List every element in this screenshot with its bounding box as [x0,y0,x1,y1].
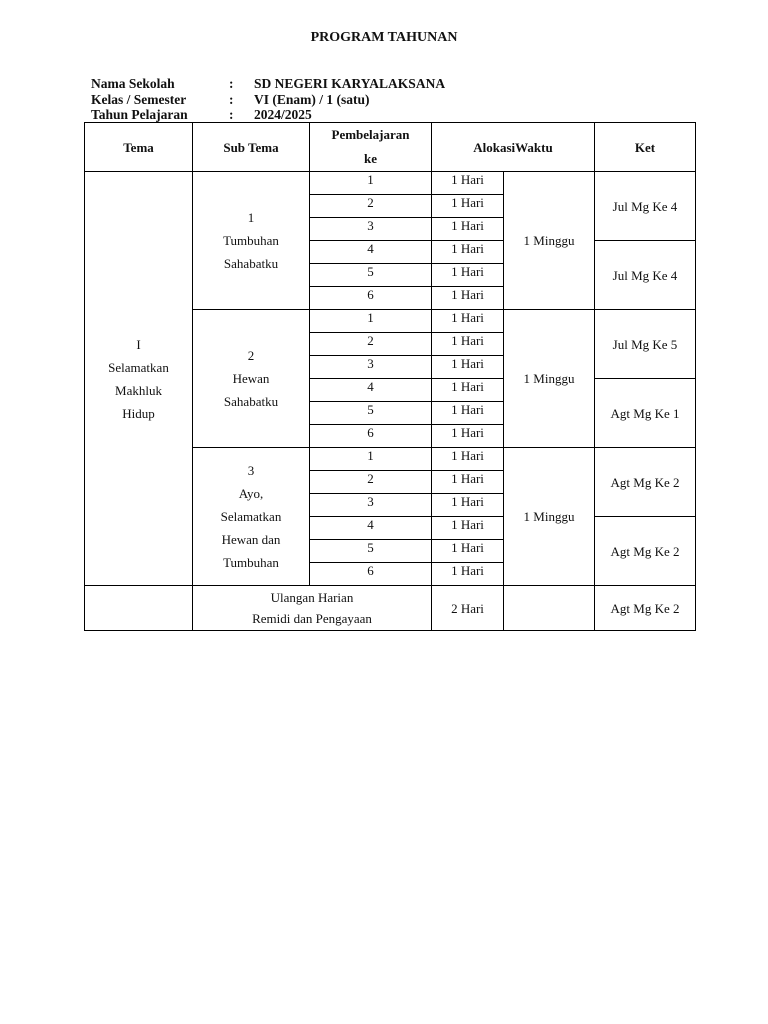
subtema-cell-3 [193,448,310,586]
hari-cell: 1 Hari [432,333,504,356]
header-pembelajaran [310,123,432,172]
hari-cell: 1 Hari [432,241,504,264]
table-footer-row [85,586,696,631]
pembelajaran-number: 3 [310,356,432,379]
hari-cell: 1 Hari [432,494,504,517]
info-label-school: Nama Sekolah [91,76,175,91]
pembelajaran-number: 4 [310,241,432,264]
ket-cell: Jul Mg Ke 4 [595,241,696,310]
ket-cell: Jul Mg Ke 4 [595,172,696,241]
subtema-text-line: Tumbuhan [223,555,279,571]
hari-cell: 1 Hari [432,356,504,379]
subtema-text-line: Hewan dan [221,532,281,548]
header-alokasi-waktu: AlokasiWaktu [432,123,595,172]
pembelajaran-number: 1 [310,172,432,195]
hari-cell: 1 Hari [432,287,504,310]
minggu-cell: 1 Minggu [504,310,595,448]
hari-cell: 1 Hari [432,471,504,494]
info-colon: : [229,76,234,91]
subtema-text-line: Selamatkan [220,509,282,525]
ket-cell: Agt Mg Ke 2 [595,517,696,586]
pembelajaran-number: 5 [310,264,432,287]
pembelajaran-number: 3 [310,218,432,241]
subtema-cell-2 [193,310,310,448]
ket-cell: Agt Mg Ke 1 [595,379,696,448]
pembelajaran-number: 2 [310,333,432,356]
info-label-year: Tahun Pelajaran [91,107,188,122]
tema-text-line: Selamatkan [108,359,169,375]
program-table [84,122,696,631]
footer-ket-cell: Agt Mg Ke 2 [595,586,696,631]
subtema-text-line: Ayo, [238,486,264,502]
pembelajaran-number: 3 [310,494,432,517]
tema-cell [85,172,193,586]
subtema-number: 1 [247,210,255,226]
tema-text-line: Hidup [122,405,155,421]
hari-cell: 1 Hari [432,218,504,241]
hari-cell: 1 Hari [432,517,504,540]
pembelajaran-number: 6 [310,425,432,448]
pembelajaran-number: 6 [310,287,432,310]
hari-cell: 1 Hari [432,172,504,195]
info-label-class: Kelas / Semester [91,92,187,107]
pembelajaran-number: 2 [310,195,432,218]
header-tema: Tema [85,123,193,172]
footer-hari-cell: 2 Hari [432,586,504,631]
pembelajaran-number: 6 [310,563,432,586]
minggu-cell: 1 Minggu [504,172,595,310]
info-colon: : [229,107,234,122]
table-header-row [85,123,696,172]
header-pembelajaran-line1: Pembelajaran [331,127,410,142]
header-pembelajaran-line2: ke [364,151,377,167]
header-ket: Ket [595,123,696,172]
tema-text-line: Makhluk [115,382,162,398]
pembelajaran-number: 1 [310,448,432,471]
hari-cell: 1 Hari [432,264,504,287]
hari-cell: 1 Hari [432,425,504,448]
minggu-cell: 1 Minggu [504,448,595,586]
subtema-text-line: Tumbuhan [223,233,279,249]
footer-ulangan-cell [193,586,432,631]
page-title: PROGRAM TAHUNAN [310,30,458,45]
pembelajaran-number: 4 [310,517,432,540]
subtema-text-line: Sahabatku [223,394,279,410]
subtema-text-line: Hewan [232,371,270,387]
hari-cell: 1 Hari [432,448,504,471]
header-sub-tema: Sub Tema [193,123,310,172]
footer-minggu-cell [504,586,595,631]
footer-ulangan-line2: Remidi dan Pengayaan [252,611,372,627]
ket-cell: Jul Mg Ke 5 [595,310,696,379]
tema-number: I [136,336,141,352]
hari-cell: 1 Hari [432,310,504,333]
subtema-text-line: Sahabatku [223,256,279,272]
hari-cell: 1 Hari [432,195,504,218]
pembelajaran-number: 5 [310,540,432,563]
footer-ulangan-line1: Ulangan Harian [270,590,354,606]
info-value-class: VI (Enam) / 1 (satu) [254,92,370,107]
subtema-number: 3 [247,463,255,479]
ket-cell: Agt Mg Ke 2 [595,448,696,517]
footer-blank-tema [85,586,193,631]
pembelajaran-number: 1 [310,310,432,333]
hari-cell: 1 Hari [432,402,504,425]
info-value-school: SD NEGERI KARYALAKSANA [254,76,446,91]
hari-cell: 1 Hari [432,540,504,563]
subtema-number: 2 [247,348,255,364]
pembelajaran-number: 5 [310,402,432,425]
table-row [85,172,696,195]
pembelajaran-number: 4 [310,379,432,402]
pembelajaran-number: 2 [310,471,432,494]
info-colon: : [229,92,234,107]
hari-cell: 1 Hari [432,379,504,402]
info-value-year: 2024/2025 [254,107,312,122]
hari-cell: 1 Hari [432,563,504,586]
subtema-cell-1 [193,172,310,310]
